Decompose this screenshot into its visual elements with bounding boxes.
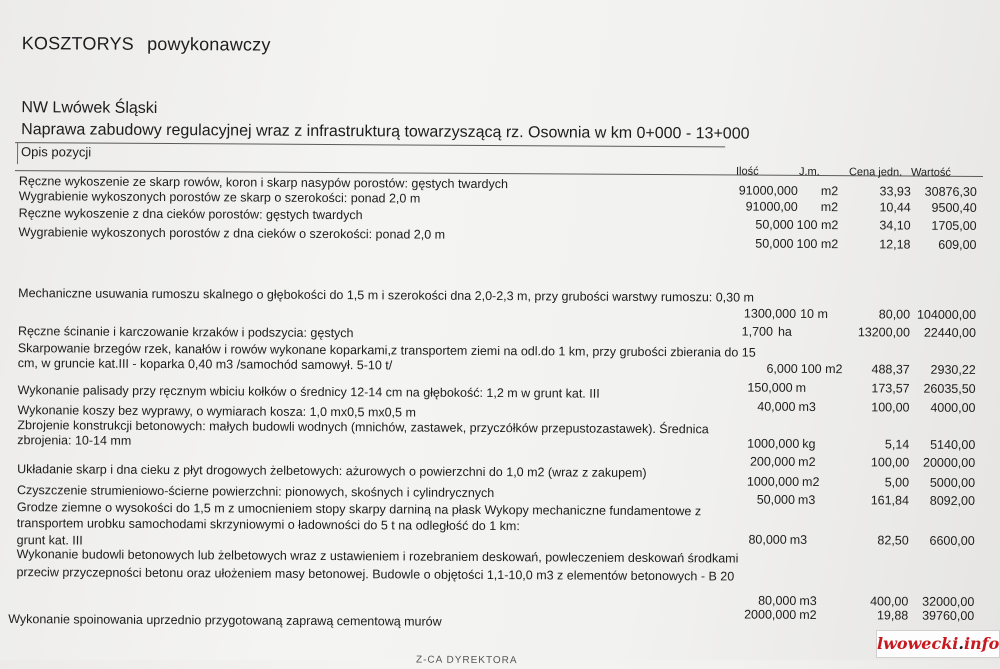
cell-ilosc: 40,000 bbox=[757, 399, 796, 414]
cell-ilosc: 1300,000 bbox=[743, 306, 797, 321]
row-description: zbrojenia: 10-14 mm bbox=[17, 433, 132, 448]
row-description: Zbrojenie konstrukcji betonowych: małych budowli wodnych (mnichów, zastawek, przyczółków przepustozastawek). Średnica bbox=[17, 418, 709, 437]
cell-ilosc: 80,000 bbox=[748, 532, 787, 547]
cell-cena: 12,18 bbox=[879, 237, 911, 252]
value-row bbox=[0, 357, 998, 378]
cell-wartosc: 609,00 bbox=[938, 237, 977, 252]
row-description: przeciw przyczepności betonu oraz ułożeniem masy betonowej. Budowle o objętości 1,1-10,0 m3 z elementów betonowych - B 20 bbox=[16, 565, 735, 584]
cell-jm: 100 m2 bbox=[796, 217, 839, 233]
cell-wartosc: 6600,00 bbox=[929, 533, 975, 548]
cell-jm: m3 bbox=[799, 593, 817, 609]
row-description: Ręczne ścinanie i karczowanie krzaków i podszycia: gęstych bbox=[17, 324, 354, 341]
value-row bbox=[0, 232, 999, 253]
cell-jm: m3 bbox=[798, 399, 816, 414]
row-description: Ręczne wykoszenie ze skarp rowów, koron i skarp nasypów porostów: gęstych twardych bbox=[18, 174, 509, 192]
cell-cena: 5,00 bbox=[884, 475, 910, 490]
cell-ilosc: 6,000 bbox=[766, 361, 798, 376]
column-header-jm: J.m. bbox=[798, 165, 820, 179]
cell-cena: 5,14 bbox=[884, 437, 910, 452]
cell-jm: 100 m2 bbox=[800, 361, 843, 377]
row-description: grunt kat. III bbox=[16, 533, 83, 548]
row-description: Czyszczenie strumieniowo-ścierne powierzchni: pionowych, skośnych i cylindrycznych bbox=[16, 483, 495, 501]
cell-cena: 34,10 bbox=[879, 218, 911, 233]
cell-wartosc: 20000,00 bbox=[923, 455, 976, 470]
cell-wartosc: 22440,00 bbox=[923, 325, 977, 340]
cell-ilosc: 91000,00 bbox=[745, 199, 798, 214]
cell-jm: m2 bbox=[820, 184, 839, 199]
cell-cena: 488,37 bbox=[871, 362, 910, 377]
title-main: KOSZTORYS bbox=[21, 33, 134, 54]
cell-wartosc: 1705,00 bbox=[931, 218, 977, 233]
value-row bbox=[0, 528, 997, 549]
row-description: transportem urobku samochodami skrzyniowymi o ładowności do 5 t na odległość do 1 km: bbox=[16, 516, 520, 534]
cell-wartosc: 5140,00 bbox=[930, 437, 976, 452]
cell-cena: 13200,00 bbox=[857, 325, 911, 340]
cell-jm: m3 bbox=[797, 492, 816, 507]
cell-ilosc: 80,000 bbox=[758, 593, 797, 608]
cell-cena: 161,84 bbox=[870, 493, 910, 508]
value-row bbox=[0, 432, 997, 453]
cell-cena: 400,00 bbox=[870, 594, 909, 609]
table-top-rule bbox=[15, 142, 725, 147]
cell-ilosc: 2000,000 bbox=[744, 607, 797, 622]
cell-jm: 10 m bbox=[800, 306, 828, 322]
watermark-logo bbox=[876, 630, 1000, 658]
column-header-opis: Opis pozycji bbox=[21, 144, 92, 160]
cell-jm: m2 bbox=[802, 474, 820, 490]
column-header-ilosc: Ilość bbox=[735, 165, 759, 178]
cell-wartosc: 5000,00 bbox=[929, 475, 976, 490]
cell-wartosc: 30876,30 bbox=[924, 184, 977, 199]
row-description: Ręczne wykoszenie z dna cieków porostów: gęstych twardych bbox=[18, 206, 363, 223]
cell-cena: 80,00 bbox=[878, 307, 911, 322]
cell-cena: 33,93 bbox=[879, 184, 911, 199]
cell-ilosc: 1,700 bbox=[741, 324, 774, 339]
row-description: Wykonanie spoinowania uprzednio przygotowaną zaprawą cementową murów bbox=[8, 612, 442, 629]
project-heading: Naprawa zabudowy regulacyjnej wraz z infrastrukturą towarzyszącą rz. Osownia w km 0+000 - 13+000 bbox=[21, 121, 750, 143]
cell-wartosc: 8092,00 bbox=[929, 493, 976, 508]
cell-ilosc: 200,000 bbox=[749, 454, 796, 469]
cell-jm: m bbox=[795, 380, 807, 395]
cell-ilosc: 1000,000 bbox=[746, 474, 800, 489]
cell-jm: kg bbox=[802, 436, 816, 451]
cell-wartosc: 2930,22 bbox=[930, 362, 976, 377]
document-title bbox=[22, 33, 271, 56]
cell-ilosc: 50,000 bbox=[755, 236, 794, 251]
cell-wartosc: 32000,00 bbox=[922, 594, 975, 609]
title-sub: powykonawczy bbox=[147, 33, 271, 55]
cell-jm: ha bbox=[777, 324, 792, 339]
row-description: Skarpowanie brzegów rzek, kanałów i rowów wykonane koparkami,z transportem ziemi na odl.do 1 km, przy grubości zbierania do 15 bbox=[17, 341, 756, 360]
cell-wartosc: 9500,40 bbox=[931, 200, 977, 215]
row-description: Grodze ziemne o wysokości do 1,5 m z umocnieniem stopy skarpy darniną na płask Wykopy mechaniczne fundamentowe z bbox=[16, 500, 702, 519]
row-description: Wykonanie palisady przy ręcznym wbiciu kołków o średnicy 12-14 cm na głębokość: 1,2 m w grunt kat. III bbox=[17, 383, 600, 401]
column-header-wartosc: Wartość bbox=[910, 166, 951, 179]
cell-jm: m3 bbox=[789, 532, 808, 547]
row-description: Mechaniczne usuwania rumoszu skalnego o głębokości do 1,5 m i szerokości dna 2,0-2,3 m, przy grubości warstwy rumoszu: 0,30 m bbox=[18, 286, 755, 305]
cell-cena: 19,88 bbox=[876, 608, 909, 623]
row-description: Układanie skarp i dna cieku z płyt drogowych żelbetowych: ażurowych o powierzchni do 1,0 m2 (wraz z zakupem) bbox=[17, 462, 647, 480]
cell-jm: m2 bbox=[799, 607, 817, 622]
cell-wartosc: 26035,50 bbox=[923, 381, 976, 396]
location-heading: NW Lwówek Śląski bbox=[21, 99, 158, 117]
cell-ilosc: 50,000 bbox=[756, 492, 796, 507]
cell-wartosc: 4000,00 bbox=[930, 400, 976, 415]
cell-wartosc: 104000,00 bbox=[916, 307, 977, 322]
watermark-logo-text: lwowecki.info bbox=[877, 634, 1000, 653]
cell-cena: 100,00 bbox=[871, 400, 910, 415]
cell-jm: m2 bbox=[820, 200, 839, 215]
cell-ilosc: 91000,000 bbox=[738, 183, 798, 198]
cell-jm: 100 m2 bbox=[796, 236, 839, 252]
row-description: Wykonanie budowli betonowych lub żelbetowych wraz z ustawieniem i rozebraniem deskowań, powleczeniem deskowań środkami bbox=[16, 547, 739, 566]
footer-signature-fragment: Z-CA DYREKTORA bbox=[415, 654, 518, 667]
cell-cena: 82,50 bbox=[877, 533, 909, 548]
cell-cena: 10,44 bbox=[879, 200, 911, 215]
row-description: Wygrabienie wykoszonych porostów z dna cieków o szerokości: ponad 2,0 m bbox=[18, 225, 446, 242]
table-left-rule bbox=[17, 142, 18, 164]
column-header-cena: Cena jedn. bbox=[848, 166, 903, 179]
cell-wartosc: 39760,00 bbox=[922, 608, 975, 623]
row-description: Wykonanie koszy bez wyprawy, o wymiarach kosza: 1,0 mx0,5 mx0,5 m bbox=[17, 403, 416, 420]
row-description: cm, w gruncie kat.III - koparka 0,40 m3 /samochód samowył. 5-10 t/ bbox=[17, 356, 393, 373]
cell-cena: 173,57 bbox=[871, 381, 910, 396]
cell-cena: 100,00 bbox=[870, 455, 910, 470]
cell-ilosc: 150,000 bbox=[747, 380, 793, 395]
cell-ilosc: 50,000 bbox=[755, 217, 794, 232]
cell-jm: m2 bbox=[798, 454, 816, 469]
cell-ilosc: 1000,000 bbox=[747, 436, 800, 451]
row-description: Wygrabienie wykoszonych porostów ze skarp o szerokości: ponad 2,0 m bbox=[18, 189, 421, 206]
